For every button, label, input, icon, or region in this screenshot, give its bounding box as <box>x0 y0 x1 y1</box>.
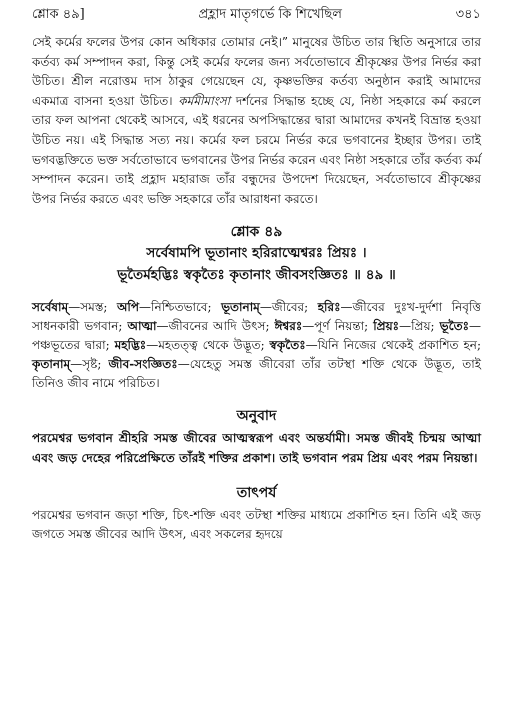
synonym-word: হরিঃ <box>317 300 341 315</box>
verse-line-2: ভূতৈর্মহদ্ভিঃ স্বকৃতৈঃ কৃতানাং জীবসংজ্ঞিতঃ ॥ ৪৯ ॥ <box>117 267 396 284</box>
translation-text: পরমেশ্বর ভগবান শ্রীহরি সমস্ত জীবের আত্মস্বরূপ এবং অন্তর্যামী। সমস্ত জীবই চিন্ময় আত্মা এবং জড় দেহের পরিপ্রেক্ষিতে তাঁরই শক্তির প্রকাশ। তাই ভগবান পরম প্রিয় এবং পরম নিয়ন্তা। <box>32 431 481 465</box>
synonym-meaning: নিশ্চিতভাবে <box>151 300 208 315</box>
synonym-word: স্বকৃতৈঃ <box>269 337 306 352</box>
synonym-word: সর্বেষাম্ <box>32 300 69 315</box>
synonyms: সর্বেষাম্—সমস্ত; অপি—নিশ্চিতভাবে; ভূতানাম্—জীবের; হরিঃ—জীবের দুঃখ-দুর্দশা নিবৃত্তি সাধনকারী ভগবান; আত্মা—জীবনের আদি উৎস; ঈশ্বরঃ—পূর্ণ নিয়ন্তা; প্রিয়ঃ—প্রিয়; ভূতৈঃ—পঞ্চভূতের দ্বারা; মহদ্ভিঃ—মহতত্ত্ব থেকে উদ্ভূত; স্বকৃতৈঃ—যিনি নিজের থেকেই প্রকাশিত হন; কৃতানাম্—সৃষ্ট; জীব-সংজ্ঞিতঃ—যেহেতু সমস্ত জীবেরা তাঁর তটস্থা শক্তি থেকে উদ্ভূত, তাই তিনিও জীব নামে পরিচিত। <box>32 300 482 390</box>
synonym-word: প্রিয়ঃ <box>373 319 400 334</box>
verse-line-1: সর্বেষামপি ভূতানাং হরিরাত্মেশ্বরঃ প্রিয়ঃ । <box>146 245 367 262</box>
synonym-word: আত্মা <box>127 319 157 334</box>
page-number: ৩৪১ <box>455 7 481 22</box>
synonym-meaning: পঞ্চভূতের দ্বারা <box>32 337 106 352</box>
synonym-meaning: জীবের <box>271 300 305 315</box>
purport-text: পরমেশ্বর ভগবান জড়া শক্তি, চিৎ-শক্তি এবং তটস্থা শক্তির মাধ্যমে প্রকাশিত হন। তিনি এই জড় জগতে সমস্ত জীবের আদি উৎস, এবং সকলের হৃদয়ে <box>32 507 481 542</box>
chapter-title: প্রহ্লাদ মাতৃগর্ভে কি শিখেছিল <box>198 7 342 22</box>
verse-heading: শ্লোক ৪৯ <box>230 224 283 241</box>
synonym-word: ভূতৈঃ <box>439 319 470 334</box>
synonym-word: অপি <box>117 300 140 315</box>
synonym-word: কৃতানাম্ <box>32 356 71 371</box>
synonym-meaning: যেহেতু সমস্ত জীবেরা তাঁর তটস্থা শক্তি থেকে উদ্ভূত, তাই তিনিও জীব নামে পরিচিত। <box>32 356 482 390</box>
synonym-word: ভূতানাম্ <box>221 300 260 315</box>
synonym-word: ঈশ্বরঃ <box>274 319 303 334</box>
running-head <box>32 0 481 30</box>
verse-reference: শ্লোক ৪৯] <box>32 7 85 22</box>
synonym-meaning: মহতত্ত্ব থেকে উদ্ভূত <box>158 337 261 352</box>
purport-heading: তাৎপর্য <box>236 484 277 501</box>
intro-paragraph: সেই কর্মের ফলের উপর কোন অধিকার তোমার নেই।” মানুষের উচিত তার স্থিতি অনুসারে তার কর্তব্য কর্ম সম্পাদন করা, কিন্তু সেই কর্মের ফলের জন্য সর্বতোভাবে শ্রীকৃষ্ণের উপর নির্ভর করা উচিত। শ্রীল নরোত্তম দাস ঠাকুর গেয়েছেন যে, কৃষ্ণভক্তির কর্তব্য অনুষ্ঠান করাই আমাদের একমাত্র বাসনা হওয়া উচিত। কর্মমীমাংসা দর্শনের সিদ্ধান্ত হচ্ছে যে, নিষ্ঠা সহকারে কর্ম করলে তার ফল আপনা থেকেই আসবে, এই ধরনের অপসিদ্ধান্তের দ্বারা আমাদের কখনই বিভ্রান্ত হওয়া উচিত নয়। এই সিদ্ধান্ত সত্য নয়। কর্মের ফল চরমে নির্ভর করে ভগবানের ইচ্ছার উপর। তাই ভগবদ্ভক্তিতে ভক্ত সর্বতোভাবে ভগবানের উপর নির্ভর করেন এবং নিষ্ঠা সহকারে তাঁর কর্তব্য কর্ম সম্পাদন করেন। তাই প্রহ্লাদ মহারাজ তাঁর বন্ধুদের উপদেশ দিয়েছেন, সর্বতোভাবে শ্রীকৃষ্ণের উপর নির্ভর করতে এবং ভক্তি সহকারে তাঁর আরাধনা করতে। <box>32 35 481 206</box>
synonym-word: জীব-সংজ্ঞিতঃ <box>108 356 178 371</box>
synonym-meaning: পূর্ণ নিয়ন্তা <box>314 319 365 334</box>
karma-mimamsa-term: কর্মমীমাংসা <box>178 93 231 108</box>
synonym-meaning: সৃষ্ট <box>82 356 98 371</box>
synonym-word: মহদ্ভিঃ <box>114 337 147 352</box>
synonym-meaning: প্রিয় <box>411 319 431 334</box>
translation-heading: অনুবাদ <box>236 408 277 425</box>
synonym-meaning: জীবনের আদি উৎস <box>168 319 266 334</box>
synonym-meaning: সমস্ত <box>80 300 104 315</box>
synonym-meaning: যিনি নিজের থেকেই প্রকাশিত হন <box>317 337 477 352</box>
synonym-meaning: জীবের দুঃখ-দুর্দশা নিবৃত্তি সাধনকারী ভগবান <box>32 300 481 334</box>
